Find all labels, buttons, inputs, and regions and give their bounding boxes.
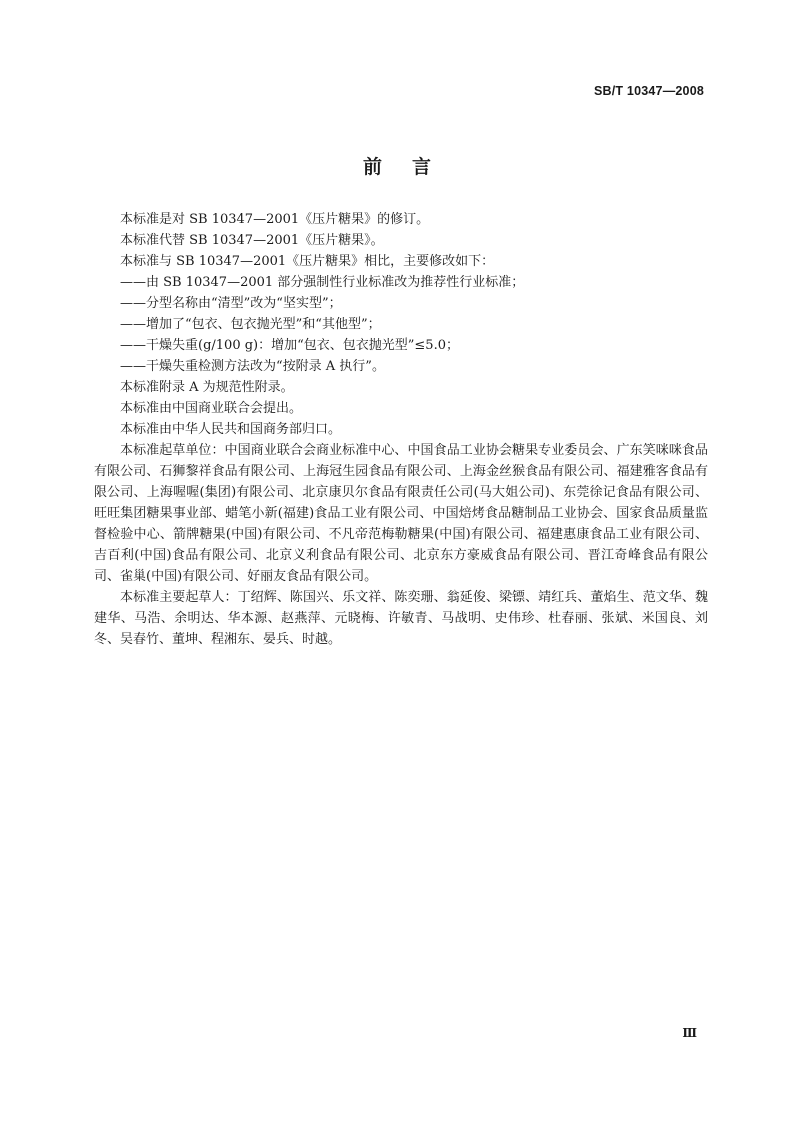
change-item: ——干燥失重(g/100 g)：增加“包衣、包衣抛光型”≤5.0；	[120, 338, 459, 353]
paragraph-drafters: 本标准主要起草人：丁绍辉、陈国兴、乐文祥、陈奕珊、翁延俊、梁镖、靖红兵、董焰生、范文华、魏建华、马浩、余明达、华本源、赵燕萍、元晓梅、许敏青、马战明、史伟珍、杜春丽、张斌、米国良、刘冬、吴春竹、董坤、程湘东、晏兵、时越。	[94, 590, 708, 647]
foreword-body	[94, 209, 708, 650]
change-item: ——分型名称由“清型”改为“坚实型”；	[120, 296, 342, 311]
standard-code: SB/T 10347—2008	[593, 84, 704, 98]
paragraph-managed-by: 本标准由中华人民共和国商务部归口。	[120, 422, 342, 437]
change-item: ——由 SB 10347—2001 部分强制性行业标准改为推荐性行业标准；	[120, 275, 525, 290]
change-item: ——增加了“包衣、包衣抛光型”和“其他型”；	[120, 317, 381, 332]
change-item: ——干燥失重检测方法改为“按附录 A 执行”。	[120, 359, 385, 374]
paragraph-drafting-units: 本标准起草单位：中国商业联合会商业标准中心、中国食品工业协会糖果专业委员会、广东笑咪咪食品有限公司、石狮黎祥食品有限公司、上海冠生园食品有限公司、上海金丝猴食品有限公司、福建雅客食品有限公司、上海喔喔(集团)有限公司、北京康贝尔食品有限责任公司(马大姐公司)、东莞徐记食品有限公司、旺旺集团糖果事业部、蜡笔小新(福建)食品工业有限公司、中国焙烤食品糖制品工业协会、国家食品质量监督检验中心、箭牌糖果(中国)有限公司、不凡帝范梅勒糖果(中国)有限公司、福建惠康食品工业有限公司、吉百利(中国)食品有限公司、北京义利食品有限公司、北京东方豪威食品有限公司、晋江奇峰食品有限公司、雀巢(中国)有限公司、好丽友食品有限公司。	[94, 443, 708, 584]
paragraph-revision: 本标准是对 SB 10347—2001《压片糖果》的修订。	[120, 212, 430, 227]
paragraph-replaces: 本标准代替 SB 10347—2001《压片糖果》。	[120, 233, 384, 248]
paragraph-changes-intro: 本标准与 SB 10347—2001《压片糖果》相比，主要修改如下：	[120, 254, 495, 269]
page-number: Ⅲ	[682, 1026, 697, 1040]
paragraph-annex: 本标准附录 A 为规范性附录。	[120, 380, 294, 395]
paragraph-proposed-by: 本标准由中国商业联合会提出。	[120, 401, 303, 416]
page-title: 前言	[362, 156, 461, 178]
